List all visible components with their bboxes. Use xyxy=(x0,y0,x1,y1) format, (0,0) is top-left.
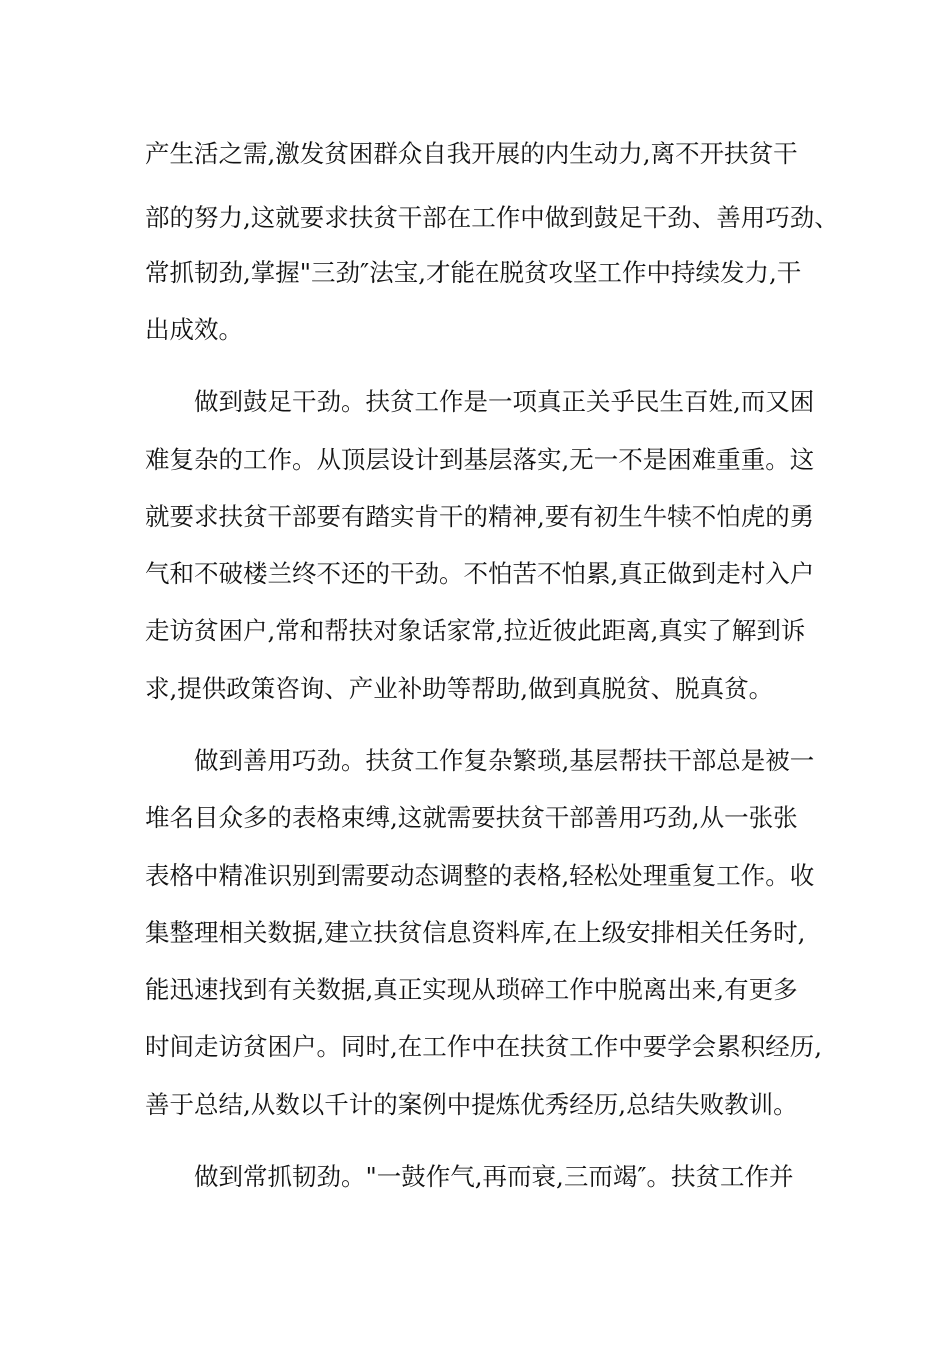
text-line: 就要求扶贫干部要有踏实肯干的精神,要有初生牛犊不怕虎的勇 xyxy=(145,502,815,531)
text-line: 善于总结,从数以千计的案例中提炼优秀经历,总结失败教训。 xyxy=(145,1090,798,1119)
text-line: 产生活之需,激发贫困群众自我开展的内生动力,离不开扶贫干 xyxy=(145,139,798,168)
text-line: 常抓韧劲,掌握"三劲″法宝,才能在脱贫攻坚工作中持续发力,干 xyxy=(145,258,802,287)
text-line: 出成效。 xyxy=(145,315,243,344)
text-line: 难复杂的工作。从顶层设计到基层落实,无一不是困难重重。这 xyxy=(145,445,815,474)
text-line: 做到善用巧劲。扶贫工作复杂繁琐,基层帮扶干部总是被一 xyxy=(194,746,815,775)
text-line: 气和不破楼兰终不还的干劲。不怕苦不怕累,真正做到走村入户 xyxy=(145,559,815,588)
text-line: 部的努力,这就要求扶贫干部在工作中做到鼓足干劲、善用巧劲、 xyxy=(145,203,839,232)
text-line: 做到常抓韧劲。"一鼓作气,再而衰,三而竭″。扶贫工作并 xyxy=(194,1162,794,1191)
text-line: 走访贫困户,常和帮扶对象话家常,拉近彼此距离,真实了解到诉 xyxy=(145,616,806,645)
text-line: 做到鼓足干劲。扶贫工作是一项真正关乎民生百姓,而又困 xyxy=(194,387,815,416)
text-line: 表格中精准识别到需要动态调整的表格,轻松处理重复工作。收 xyxy=(145,861,815,890)
text-line: 集整理相关数据,建立扶贫信息资料库,在上级安排相关任务时, xyxy=(145,918,806,947)
text-line: 堆名目众多的表格束缚,这就需要扶贫干部善用巧劲,从一张张 xyxy=(145,803,798,832)
text-line: 时间走访贫困户。同时,在工作中在扶贫工作中要学会累积经历, xyxy=(145,1032,823,1061)
text-line: 求,提供政策咨询、产业补助等帮助,做到真脱贫、脱真贫。 xyxy=(145,674,774,703)
text-line: 能迅速找到有关数据,真正实现从琐碎工作中脱离出来,有更多 xyxy=(145,975,798,1004)
